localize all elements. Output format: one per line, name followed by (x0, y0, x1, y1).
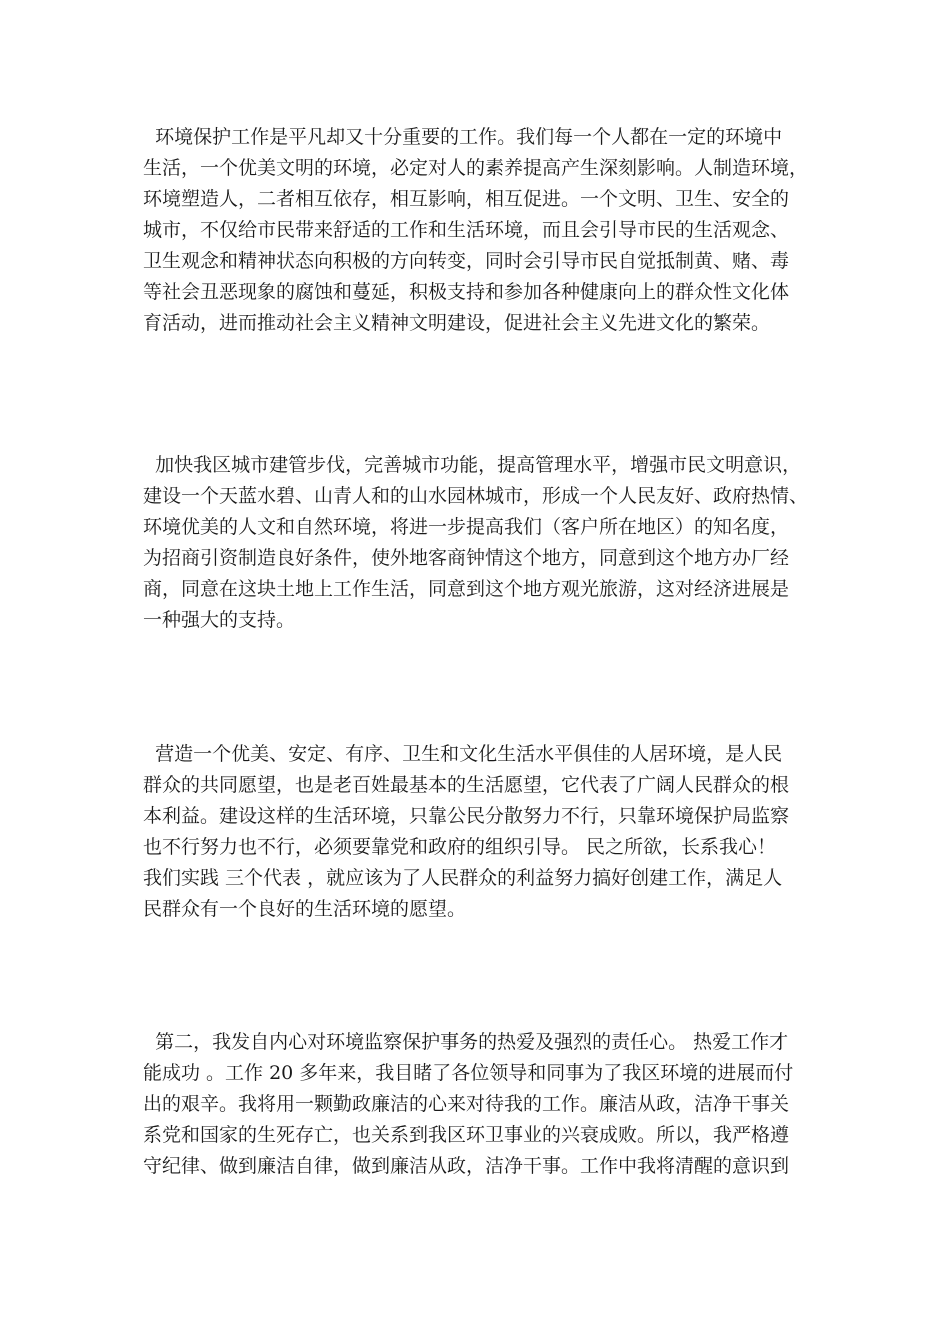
text-line: 群众的共同愿望，也是老百姓最基本的生活愿望，它代表了广阔人民群众的根 (143, 774, 790, 796)
text-line: 也不行努力也不行，必须要靠党和政府的组织引导。 民之所欲，长系我心！ (143, 836, 777, 858)
text-line: 守纪律、做到廉洁自律，做到廉洁从政，洁净干事。工作中我将清醒的意识到 (143, 1155, 790, 1177)
text-line: 城市，不仅给市民带来舒适的工作和生活环境，而且会引导市民的生活观念、 (143, 219, 790, 241)
text-line: 等社会丑恶现象的腐蚀和蔓延，积极支持和参加各种健康向上的群众性文化体 (143, 281, 790, 303)
text-line: 民群众有一个良好的生活环境的愿望。 (143, 898, 467, 920)
text-line: 商，同意在这块土地上工作生活，同意到这个地方观光旅游，这对经济进展是 (143, 578, 790, 600)
text-line: 一种强大的支持。 (143, 609, 296, 631)
text-line: 环境保护工作是平凡却又十分重要的工作。我们每一个人都在一定的环境中 (143, 126, 783, 148)
text-line: 生活，一个优美文明的环境，必定对人的素养提高产生深刻影响。人制造环境， (143, 157, 809, 179)
text-line: 本利益。建设这样的生活环境，只靠公民分散努力不行，只靠环境保护局监察 (143, 805, 790, 827)
text-line: 营造一个优美、安定、有序、卫生和文化生活水平俱佳的人居环境，是人民 (143, 743, 783, 765)
paragraph-living-environment (143, 739, 813, 925)
paragraph-responsibility (143, 1027, 813, 1182)
text-line: 环境优美的人文和自然环境，将进一步提高我们（客户所在地区）的知名度， (143, 516, 790, 538)
paragraph-environment-importance (143, 122, 813, 339)
text-line: 能成功 。工作 20 多年来，我目睹了各位领导和同事为了我区环境的进展而付 (143, 1062, 794, 1084)
text-line: 出的艰辛。我将用一颗勤政廉洁的心来对待我的工作。廉洁从政，洁净干事关 (143, 1093, 790, 1115)
text-line: 育活动，进而推动社会主义精神文明建设，促进社会主义先进文化的繁荣。 (143, 312, 771, 334)
text-line: 建设一个天蓝水碧、山青人和的山水园林城市，形成一个人民友好、政府热情、 (143, 485, 809, 507)
text-line: 第二，我发自内心对环境监察保护事务的热爱及强烈的责任心。 热爱工作才 (143, 1031, 789, 1053)
text-line: 卫生观念和精神状态向积极的方向转变，同时会引导市民自觉抵制黄、赌、毒 (143, 250, 790, 272)
text-line: 为招商引资制造良好条件，使外地客商钟情这个地方，同意到这个地方办厂经 (143, 547, 790, 569)
paragraph-city-construction (143, 450, 813, 636)
text-line: 我们实践 三个代表 ，就应该为了人民群众的利益努力搞好创建工作，满足人 (143, 867, 783, 889)
text-line: 系党和国家的生死存亡，也关系到我区环卫事业的兴衰成败。所以，我严格遵 (143, 1124, 790, 1146)
text-line: 环境塑造人，二者相互依存，相互影响，相互促进。一个文明、卫生、安全的 (143, 188, 790, 210)
text-line: 加快我区城市建管步伐，完善城市功能，提高管理水平，增强市民文明意识， (143, 454, 802, 476)
